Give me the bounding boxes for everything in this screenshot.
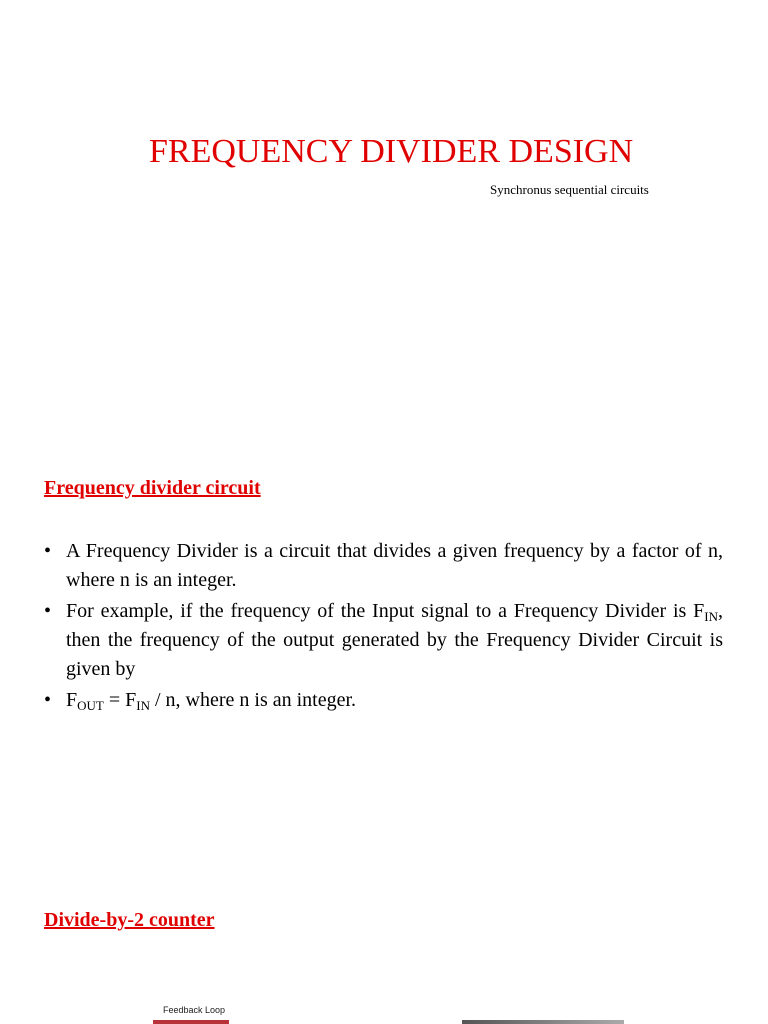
- diagram-image-edge: [462, 1020, 624, 1024]
- bullet-text-part1: For example, if the frequency of the Input signal to a Frequency Divider is F: [66, 600, 705, 622]
- diagram-feedback-label: Feedback Loop: [163, 1005, 226, 1015]
- bullet-item-example: [44, 597, 723, 684]
- page-title: FREQUENCY DIVIDER DESIGN: [149, 133, 634, 170]
- page-subtitle: Synchronus sequential circuits: [490, 182, 649, 197]
- section-heading-divide-by-2: Divide-by-2 counter: [44, 909, 215, 931]
- bullet-text: A Frequency Divider is a circuit that divides a given frequency by a factor of n, where n is an integer.: [66, 540, 723, 591]
- formula-f-out: F: [66, 689, 78, 711]
- formula-equals-f-in: = F: [103, 689, 137, 711]
- bullet-item-formula: [44, 686, 723, 715]
- bullet-text-part2: , then the frequency of the output generated by the Frequency Divider Circuit is given by: [66, 600, 723, 680]
- section-heading-frequency-divider: Frequency divider circuit: [44, 477, 261, 499]
- bullet-item-definition: [44, 537, 723, 595]
- bullet-marker: •: [44, 689, 52, 711]
- bullet-list: [44, 537, 723, 717]
- formula-rest: / n, where n is an integer.: [149, 689, 357, 711]
- bullet-marker: •: [44, 600, 52, 622]
- bullet-marker: •: [44, 540, 52, 562]
- subscript-out: OUT: [77, 698, 104, 713]
- diagram-feedback-line: [153, 1020, 229, 1024]
- subscript-in: IN: [136, 698, 150, 713]
- subscript-in: IN: [704, 609, 718, 624]
